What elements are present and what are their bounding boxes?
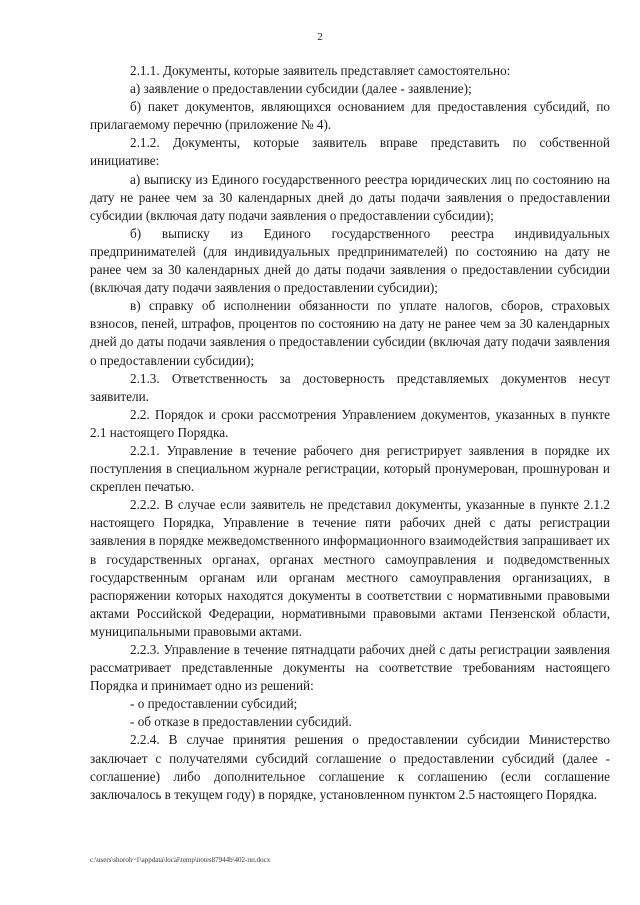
page-number: 2 bbox=[317, 31, 323, 43]
paragraph-item-a-egrul-extract: а) выписку из Единого государственного реестра юридических лиц по состоянию на дату не ранее чем за 30 календарных дней до даты подачи заявления о предоставлении субсидии (включая дату подачи заявления о предоставлении субсидии); bbox=[90, 171, 610, 223]
paragraph-2-2-3: 2.2.3. Управление в течение пятнадцати рабочих дней с даты регистрации заявления рассматривает представленные документы на соответствие требованиям настоящего Порядка и принимает одно из решений: bbox=[90, 642, 610, 694]
paragraph-2-2-2: 2.2.2. В случае если заявитель не представил документы, указанные в пункте 2.1.2 настоящего Порядка, Управление в течение пяти рабочих дней с даты регистрации заявления в порядке межведомственного информационного взаимодействия запрашивает их в государственных органах, органах местного самоуправления и подведомственных государственным органам или органам местного самоуправления организациях, в распоряжении которых находятся документы в соответствии с нормативными правовыми актами Российской Федерации, нормативными правовыми актами Пензенской области, муниципальными правовыми актами. bbox=[90, 497, 610, 639]
paragraph-2-2-1: 2.2.1. Управление в течение рабочего дня регистрирует заявления в порядке их поступления в специальном журнале регистрации, который пронумерован, прошнурован и скреплен печатью. bbox=[90, 442, 610, 495]
paragraph-item-v-tax-certificate: в) справку об исполнении обязанности по уплате налогов, сборов, страховых взносов, пеней, штрафов, процентов по состоянию на дату не ранее чем за 30 календарных дней до даты подачи заявления о предоставлении субсидии (включая дату подачи заявления о предоставлении субсидии); bbox=[90, 298, 610, 368]
paragraph-item-b-egrip-extract: б) выписку из Единого государственного реестра индивидуальных предпринимателей (для индивидуальных предпринимателей) по состоянию на дату не ранее чем за 30 календарных дней до даты подачи заявления о предоставлении субсидии (включая дату подачи заявления о предоставлении субсидии); bbox=[90, 225, 610, 296]
paragraph-2-1-1: 2.1.1. Документы, которые заявитель представляет самостоятельно: bbox=[130, 63, 511, 78]
paragraph-item-a-application: а) заявление о предоставлении субсидии (далее - заявление); bbox=[130, 81, 472, 97]
decision-item-refuse: - об отказе в предоставлении субсидий. bbox=[130, 714, 352, 730]
paragraph-2-2-4: 2.2.4. В случае принятия решения о предоставлении субсидии Министерство заключает с получателями субсидий соглашение о предоставлении субсидий (далее - соглашение) либо дополнительное соглашение к соглашению (если соглашение заключалось в текущем году) в порядке, установленном пунктом 2.5 настоящего Порядка. bbox=[90, 732, 610, 802]
paragraph-2-1-3: 2.1.3. Ответственность за достоверность представляемых документов несут заявители. bbox=[90, 370, 610, 404]
paragraph-2-2: 2.2. Порядок и сроки рассмотрения Управлением документов, указанных в пункте 2.1 настоящего Порядка. bbox=[90, 406, 610, 440]
paragraph-item-b-documents-package: б) пакет документов, являющихся основанием для предоставления субсидий, по прилагаемому перечню (приложение № 4). bbox=[90, 99, 610, 133]
paragraph-2-1-2: 2.1.2. Документы, которые заявитель вправе представить по собственной инициативе: bbox=[90, 135, 610, 169]
file-path-footer: c:\users\shoroh~1\appdata\local\temp\notes87944b\402-пп.docx bbox=[90, 856, 271, 864]
document-body bbox=[90, 62, 610, 804]
decision-item-grant: - о предоставлении субсидий; bbox=[130, 696, 298, 712]
